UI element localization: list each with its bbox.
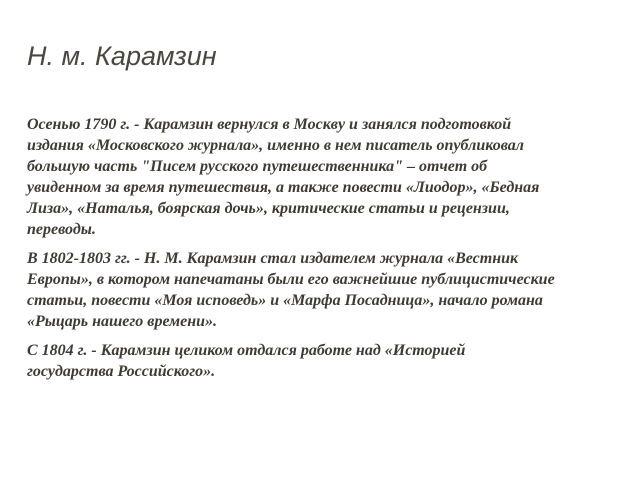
slide-title: Н. м. Карамзин <box>27 41 217 71</box>
paragraph-line: государства Российского». <box>27 363 216 380</box>
paragraph-line: «Рыцарь нашего времени». <box>27 313 217 330</box>
paragraph-line: большую часть "Писем русского путешественника" – отчет об <box>27 158 488 175</box>
paragraph-line: В 1802-1803 гг. - Н. М. Карамзин стал издателем журнала «Вестник <box>27 250 519 267</box>
paragraph-1802 <box>27 248 612 332</box>
slide-body <box>27 114 612 390</box>
paragraph-1804 <box>27 340 612 382</box>
paragraph-line: Европы», в котором напечатаны были его важнейшие публицистические <box>27 271 555 288</box>
paragraph-line: переводы. <box>27 221 96 238</box>
paragraph-line: издания «Московского журнала», именно в нем писатель опубликовал <box>27 137 524 154</box>
paragraph-line: увиденном за время путешествия, а также повести «Лиодор», «Бедная <box>27 179 540 196</box>
paragraph-line: С 1804 г. - Карамзин целиком отдался работе над «Историей <box>27 342 466 359</box>
paragraph-line: Лиза», «Наталья, боярская дочь», критические статьи и рецензии, <box>27 200 510 217</box>
paragraph-1790 <box>27 114 612 240</box>
paragraph-line: статьи, повести «Моя исповедь» и «Марфа Посадница», начало романа <box>27 292 543 309</box>
paragraph-line: Осенью 1790 г. - Карамзин вернулся в Москву и занялся подготовкой <box>27 116 512 133</box>
